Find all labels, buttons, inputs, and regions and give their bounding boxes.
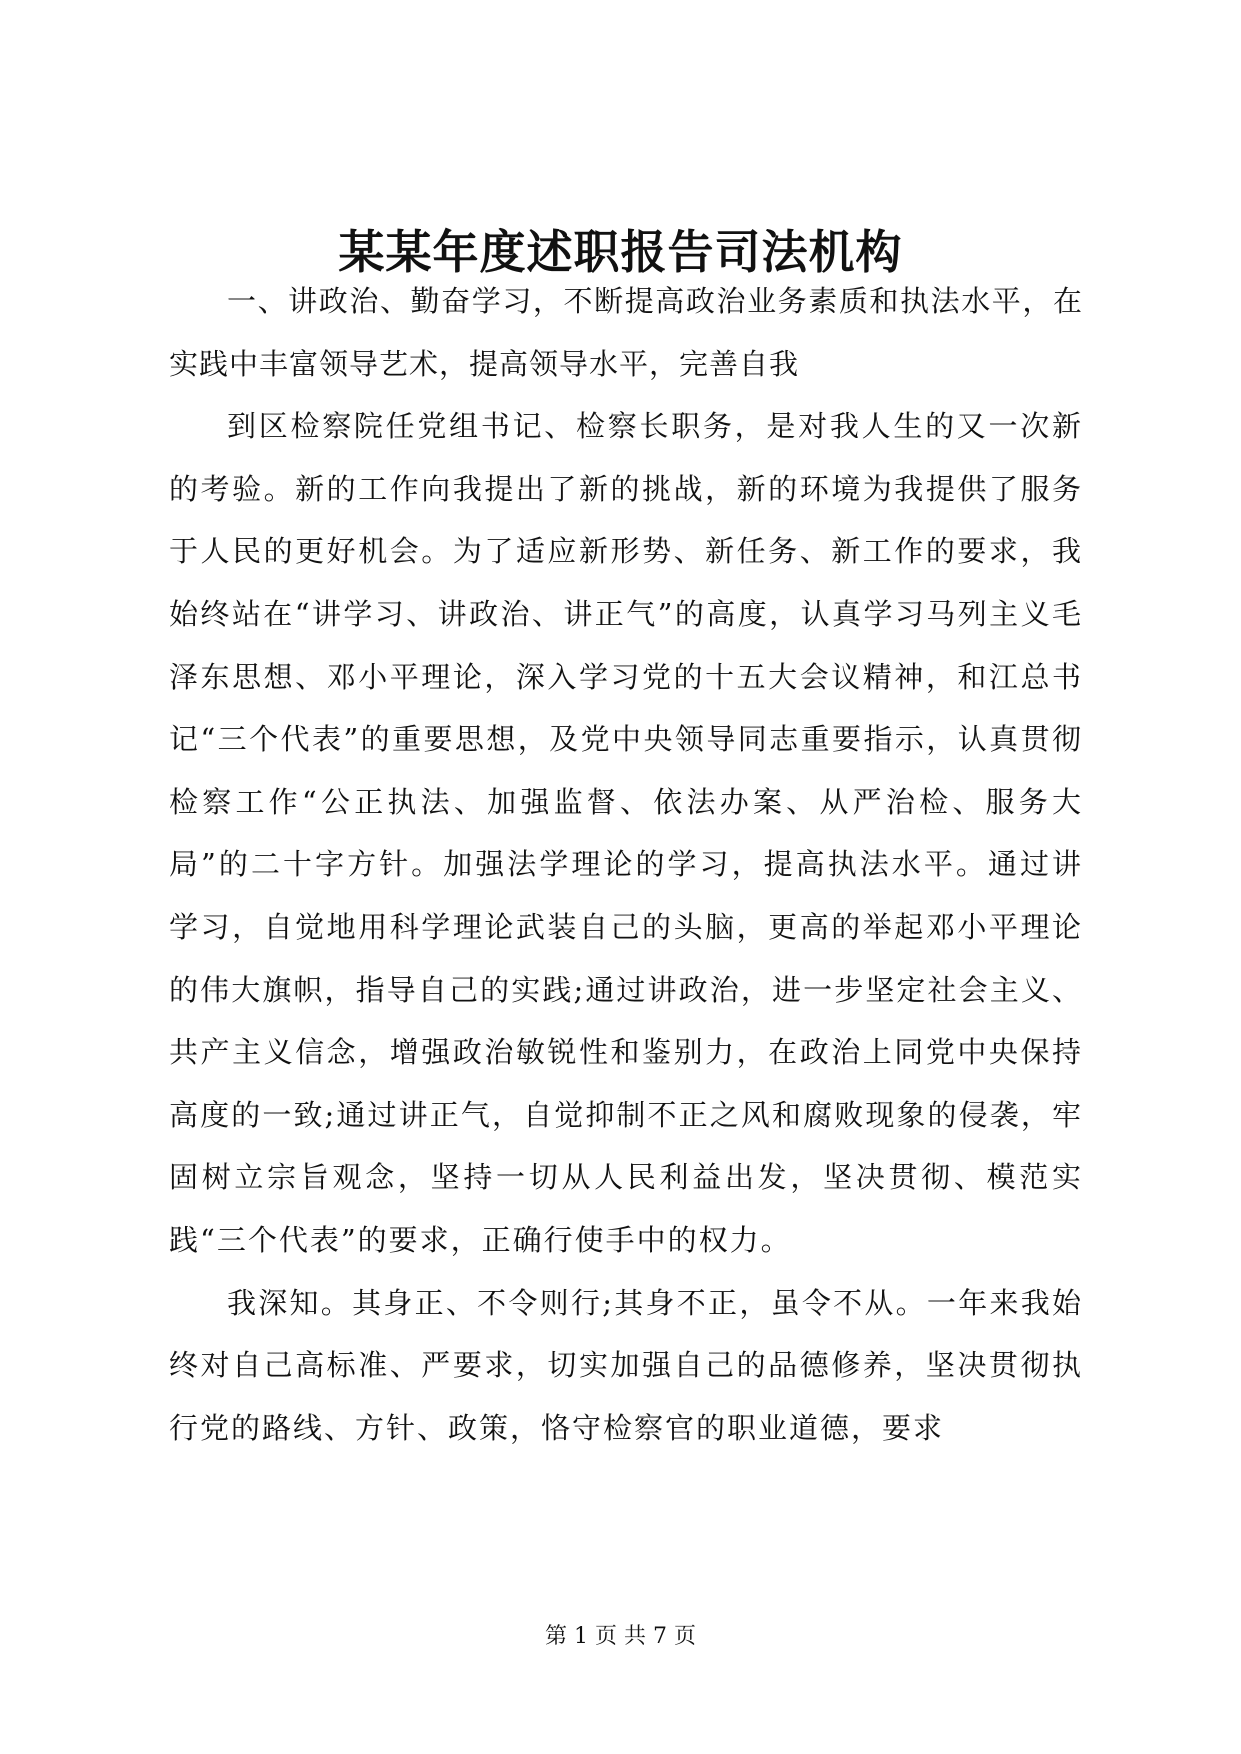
page-number-label: 第 1 页 共 7 页 [545,1624,696,1649]
paragraph-1: 一、讲政治、勤奋学习，不断提高政治业务素质和执法水平，在实践中丰富领导艺术，提高领导水平，完善自我 [169,284,1083,381]
paragraph-3: 我深知。其身正、不令则行;其身不正，虽令不从。一年来我始终对自己高标准、严要求，切实加强自己的品德修养，坚决贯彻执行党的路线、方针、政策，恪守检察官的职业道德，要求 [169,1285,1083,1445]
document-title: 某某年度述职报告司法机构 [338,225,903,279]
page-footer [0,1622,1241,1652]
document-body [169,270,1083,1459]
paragraph-2: 到区检察院任党组书记、检察长职务，是对我人生的又一次新的考验。新的工作向我提出了新的挑战，新的环境为我提供了服务于人民的更好机会。为了适应新形势、新任务、新工作的要求，我始终站在“讲学习、讲政治、讲正气”的高度，认真学习马列主义毛泽东思想、邓小平理论，深入学习党的十五大会议精神，和江总书记“三个代表”的重要思想，及党中央领导同志重要指示，认真贯彻检察工作“公正执法、加强监督、依法办案、从严治检、服务大局”的二十字方针。加强法学理论的学习，提高执法水平。通过讲学习，自觉地用科学理论武装自己的头脑，更高的举起邓小平理论的伟大旗帜，指导自己的实践;通过讲政治，进一步坚定社会主义、共产主义信念，增强政治敏锐性和鉴别力，在政治上同党中央保持高度的一致;通过讲正气，自觉抑制不正之风和腐败现象的侵袭，牢固树立宗旨观念，坚持一切从人民利益出发，坚决贯彻、模范实践“三个代表”的要求，正确行使手中的权力。 [169,409,1083,1257]
